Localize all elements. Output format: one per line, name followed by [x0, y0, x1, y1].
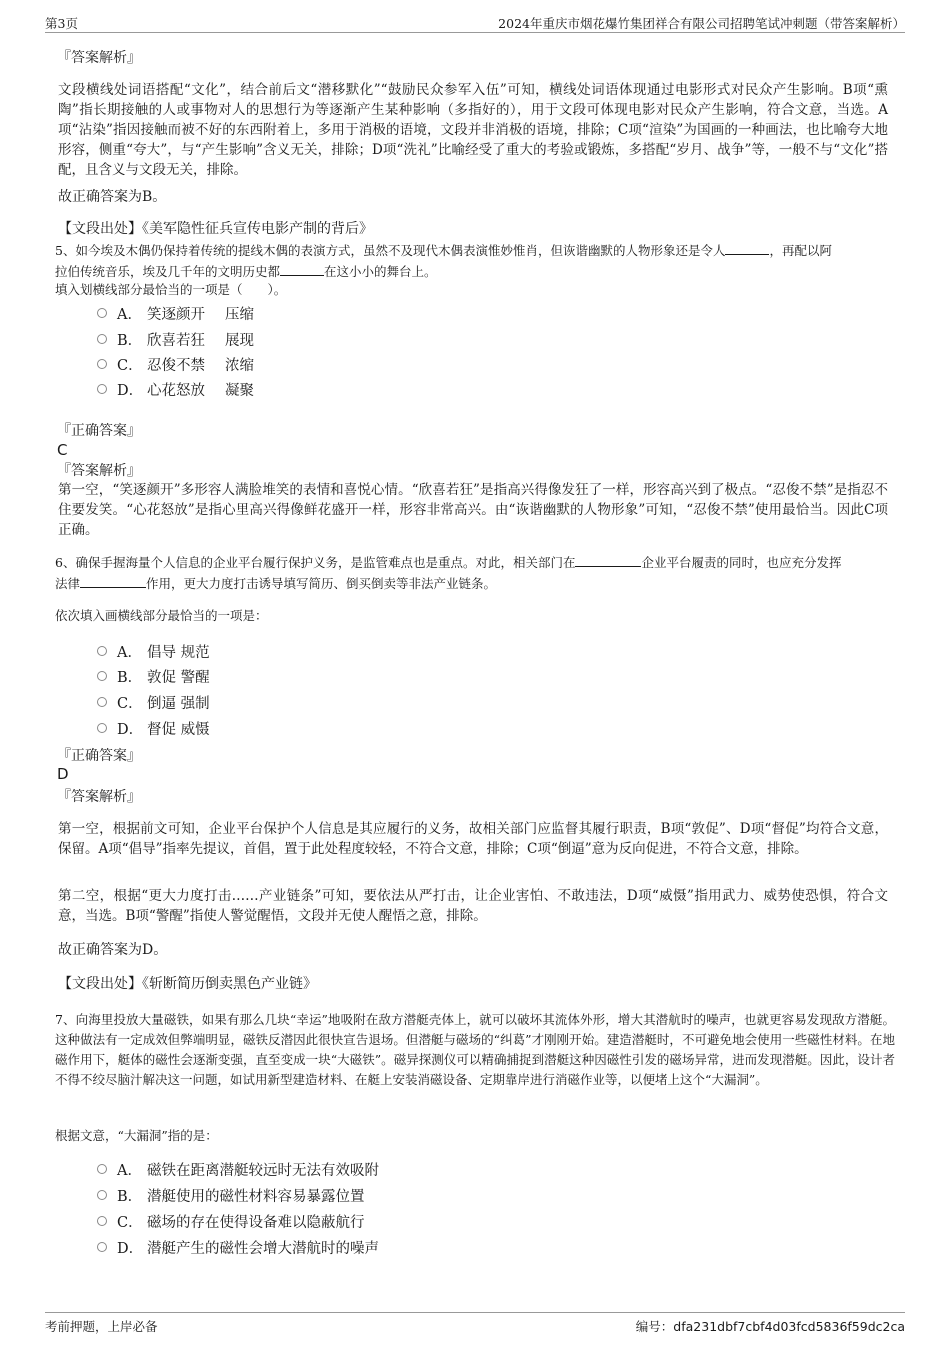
option-letter: B． — [117, 1188, 143, 1205]
q6-stem-part4: 作用，更大力度打击诱导填写简历、倒买倒卖等非法产业链条。 — [146, 576, 497, 591]
document-title: 2024年重庆市烟花爆竹集团祥合有限公司招聘笔试冲刺题（带答案解析） — [498, 16, 905, 31]
document-code — [636, 1317, 905, 1335]
q6-option-d[interactable] — [97, 717, 210, 739]
option-letter: D． — [117, 382, 144, 399]
q6-stem-part2: 企业平台履责的同时，也应充分发挥 — [641, 555, 842, 570]
page-number: 第3页 — [45, 16, 78, 31]
radio-icon[interactable] — [97, 334, 107, 344]
q6-option-a[interactable] — [97, 640, 210, 662]
q6-blank-1 — [575, 552, 641, 567]
q5-option-a[interactable] — [97, 302, 254, 324]
q5-option-d[interactable] — [97, 378, 254, 400]
q6-answer-label: 『正确答案』 — [57, 748, 141, 764]
option-word-1: 忍俊不禁 — [147, 357, 205, 374]
option-letter: D． — [117, 1240, 144, 1257]
q7-stem: 7、向海里投放大量磁铁，如果有那么几块“幸运”地吸附在敌方潜艇壳体上，就可以破坏其流体外形，增大其潜航时的噪声，也就更容易发现敌方潜艇。这种做法有一定成效但弊端明显，磁铁反潜因此很快宣告退场。但潜艇与磁场的“纠葛”才刚刚开始。建造潜艇时，不可避免地会使用一些磁性材料。在地磁作用下，艇体的磁性会逐渐变强，直至变成一块“大磁铁”。磁异探测仪可以精确捕捉到潜艇这种因磁性引发的磁场异常，进而发现潜艇。因此，设计者不得不绞尽脑汁解决这一问题，如试用新型建造材料、在艇上安装消磁设备、定期靠岸进行消磁作业等，以便堵上这个“大漏洞”。 — [55, 1012, 895, 1087]
q5-analysis-text: 第一空，“笑逐颜开”多形容人满脸堆笑的表情和喜悦心情。“欣喜若狂”是指高兴得像发狂了一样，形容高兴到了极点。“忍俊不禁”是指忍不住要发笑。“心花怒放”是指心里高兴得像鲜花盛开一样，形容非常高兴。由“诙谐幽默的人物形象”可知，“忍俊不禁”使用最恰当。因此C项正确。 — [58, 482, 888, 538]
code-label: 编号： — [635, 1319, 674, 1334]
option-letter: A． — [117, 1162, 142, 1179]
option-word-2: 浓缩 — [225, 357, 254, 374]
q5-analysis-label: 『答案解析』 — [57, 463, 141, 479]
q5-stem-part2: ，再配以阿 — [769, 243, 832, 258]
q6-option-b[interactable] — [97, 665, 210, 687]
radio-icon[interactable] — [97, 308, 107, 318]
q6-conclusion: 故正确答案为D。 — [58, 942, 168, 958]
option-word-1: 心花怒放 — [147, 382, 205, 399]
q6-stem — [55, 552, 895, 594]
q7-prompt: 根据文意，“大漏洞”指的是： — [55, 1128, 218, 1143]
q6-prompt: 依次填入画横线部分最恰当的一项是： — [55, 608, 268, 623]
q4-analysis-label: 『答案解析』 — [57, 50, 141, 66]
radio-icon[interactable] — [97, 723, 107, 733]
q7-option-d[interactable] — [97, 1236, 379, 1258]
radio-icon[interactable] — [97, 1164, 107, 1174]
q5-stem-part1: 5、如今埃及木偶仍保持着传统的提线木偶的表演方式，虽然不及现代木偶表演惟妙惟肖，但诙谐幽默的人物形象还是令人 — [55, 243, 726, 258]
q6-stem-part3: 法律 — [55, 576, 81, 591]
q5-answer: C — [57, 441, 68, 459]
q5-prompt: 填入划横线部分最恰当的一项是（ ）。 — [55, 282, 287, 297]
option-text: 敦促 警醒 — [147, 669, 210, 686]
q4-analysis-text: 文段横线处词语搭配“文化”，结合前后文“潜移默化”“鼓励民众参军入伍”可知，横线处词语体现通过电影形式对民众产生影响。B项“熏陶”指长期接触的人或事物对人的思想行为等逐渐产生某种影响（多指好的），用于文段可体现电影对民众产生影响，符合文意，当选。A项“沾染”指因接触而被不好的东西附着上，多用于消极的语境，文段并非消极的语境，排除；C项“渲染”为国画的一种画法，也比喻夸大地形容，侧重“夸大”，与“产生影响”含义无关，排除；D项“洗礼”比喻经受了重大的考验或锻炼，多搭配“岁月、战争”等，一般不与“文化”搭配，且含义与文段无关，排除。 — [58, 82, 888, 178]
radio-icon[interactable] — [97, 384, 107, 394]
option-letter: B． — [117, 669, 143, 686]
radio-icon[interactable] — [97, 646, 107, 656]
option-word-1: 欣喜若狂 — [147, 332, 205, 349]
q7-option-b[interactable] — [97, 1184, 365, 1206]
q6-analysis-text-1: 第一空，根据前文可知，企业平台保护个人信息是其应履行的义务，故相关部门应监督其履行职责，B项“敦促”、D项“督促”均符合文意，保留。A项“倡导”指率先提议，首倡，置于此处程度较轻，不符合文意，排除；C项“倒逼”意为反向促进，不符合文意，排除。 — [58, 821, 888, 857]
q5-stem-part4: 在这小小的舞台上。 — [324, 264, 437, 279]
q5-answer-label: 『正确答案』 — [57, 423, 141, 439]
q4-conclusion: 故正确答案为B。 — [58, 189, 167, 205]
q6-blank-2 — [80, 573, 146, 588]
q5-blank-1 — [725, 240, 769, 255]
option-letter: C． — [117, 357, 143, 374]
option-letter: A． — [117, 644, 142, 661]
option-text: 倒逼 强制 — [147, 695, 210, 712]
q6-answer: D — [57, 765, 69, 783]
option-text: 磁场的存在使得设备难以隐蔽航行 — [147, 1214, 365, 1231]
q5-blank-2 — [280, 261, 324, 276]
option-text: 磁铁在距离潜艇较远时无法有效吸附 — [147, 1162, 379, 1179]
radio-icon[interactable] — [97, 1242, 107, 1252]
option-text: 倡导 规范 — [147, 644, 210, 661]
q6-analysis-text-2: 第二空，根据“更大力度打击……产业链条”可知，要依法从严打击，让企业害怕、不敢违法，D项“威慑”指用武力、威势使恐惧，符合文意，当选。B项“警醒”指使人警觉醒悟，文段并无使人醒悟之意，排除。 — [58, 888, 888, 924]
page-footer — [45, 1312, 905, 1335]
option-letter: D． — [117, 721, 144, 738]
radio-icon[interactable] — [97, 697, 107, 707]
q6-stem-part1: 6、确保手握海量个人信息的企业平台履行保护义务，是监管难点也是重点。对此，相关部门在 — [55, 555, 576, 570]
radio-icon[interactable] — [97, 1216, 107, 1226]
option-letter: A． — [117, 306, 142, 323]
option-letter: B． — [117, 332, 143, 349]
option-word-2: 展现 — [225, 332, 254, 349]
q5-stem-part3: 拉伯传统音乐，埃及几千年的文明历史都 — [55, 264, 281, 279]
q4-source: 【文段出处】《美军隐性征兵宣传电影产制的背后》 — [58, 221, 373, 237]
footer-slogan: 考前押题，上岸必备 — [45, 1319, 158, 1334]
radio-icon[interactable] — [97, 671, 107, 681]
q5-option-c[interactable] — [97, 353, 254, 375]
q5-option-b[interactable] — [97, 328, 254, 350]
q6-source: 【文段出处】《斩断简历倒卖黑色产业链》 — [58, 976, 317, 992]
option-word-1: 笑逐颜开 — [147, 306, 205, 323]
radio-icon[interactable] — [97, 1190, 107, 1200]
option-text: 潜艇产生的磁性会增大潜航时的噪声 — [147, 1240, 379, 1257]
option-word-2: 压缩 — [225, 306, 254, 323]
option-letter: C． — [117, 1214, 143, 1231]
q5-stem — [55, 240, 895, 282]
q7-option-c[interactable] — [97, 1210, 365, 1232]
option-letter: C． — [117, 695, 143, 712]
option-word-2: 凝聚 — [225, 382, 254, 399]
q6-analysis-label: 『答案解析』 — [57, 789, 141, 805]
code-value: dfa231dbf7cbf4d03fcd5836f59dc2ca — [673, 1319, 905, 1334]
option-text: 潜艇使用的磁性材料容易暴露位置 — [147, 1188, 365, 1205]
option-text: 督促 威慑 — [147, 721, 210, 738]
radio-icon[interactable] — [97, 359, 107, 369]
page-header — [45, 12, 905, 33]
q6-option-c[interactable] — [97, 691, 210, 713]
q7-option-a[interactable] — [97, 1158, 379, 1180]
